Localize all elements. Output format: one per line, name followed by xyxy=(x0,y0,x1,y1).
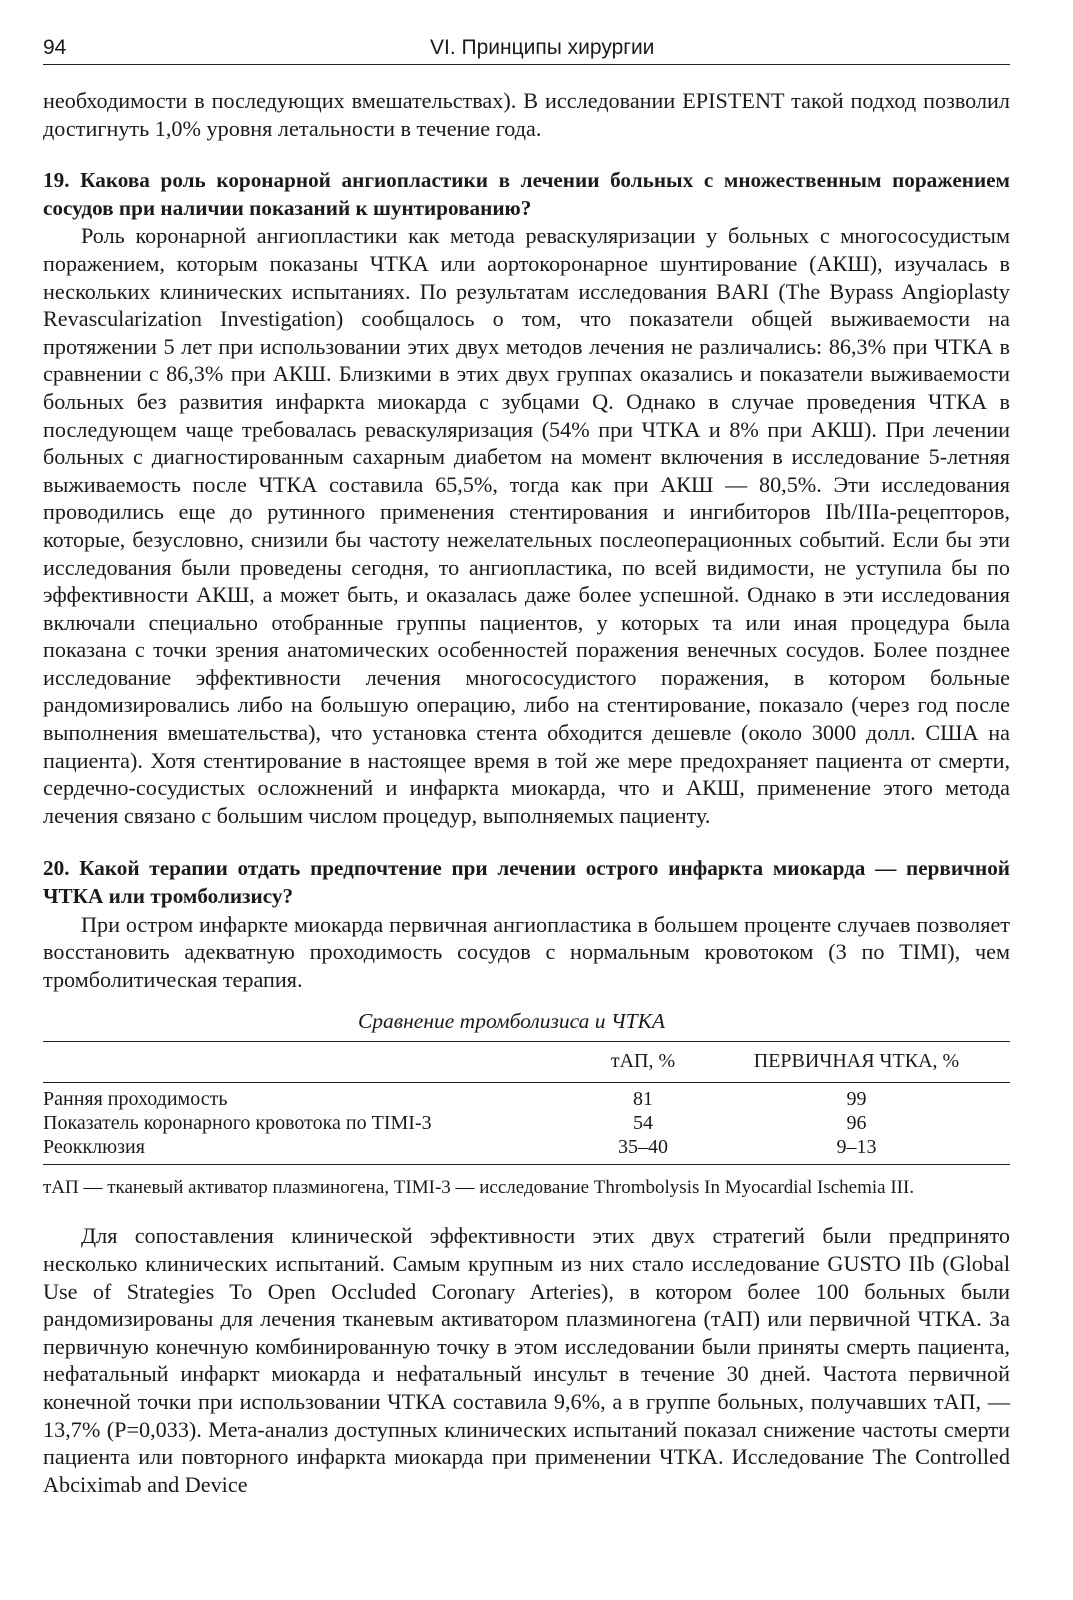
answer-20: При остром инфаркте миокарда первичная ангиопластика в большем проценте случаев позволяет восстановить адекватную проходимость сосудов с нормальным кровотоком (3 по TIMI), чем тромболитическая терапия. xyxy=(43,911,1010,992)
running-head xyxy=(43,30,1010,65)
table-caption: Сравнение тромболизиса и ЧТКА xyxy=(357,1009,666,1034)
table-header-tap: тАП, % xyxy=(583,1042,703,1083)
comparison-table xyxy=(43,1041,1010,1165)
question-19: 19. Какова роль коронарной ангиопластики в лечении больных с множественным поражением сосудов при наличии показаний к шунтированию? xyxy=(43,168,1010,220)
paragraph-continuation: необходимости в последующих вмешательствах). В исследовании EPISTENT такой подход позволил достигнуть 1,0% уровня летальности в течение года. xyxy=(43,88,1010,141)
table-footnote: тАП — тканевый активатор плазминогена, TIMI-3 — исследование Thrombolysis In Myocardial Ischemia III. xyxy=(43,1177,915,1199)
page xyxy=(43,30,1010,1498)
table-header-empty xyxy=(43,1042,583,1083)
answer-19: Роль коронарной ангиопластики как метода реваскуляризации у больных с многососудистым поражением, которым показаны ЧТКА или аортокоронарное шунтирование (АКШ), изучалась в нескольких клинических испытаниях. По результатам исследования BARI (The Bypass Angioplasty Revascularization Investigation) сообщалось о том, что показатели общей выживаемости на протяжении 5 лет при использовании этих двух методов лечения не различались: 86,3% при ЧТКА в сравнении с 86,3% при АКШ. Близкими в этих двух группах оказались и показатели выживаемости больных без развития инфаркта миокарда с зубцами Q. Однако в случае проведения ЧТКА в последующем чаще требовалась реваскуляризация (54% при ЧТКА и 8% при АКШ). При лечении больных с диагностированным сахарным диабетом на момент включения в исследование 5-летняя выживаемость после ЧТКА составила 65,5%, тогда как при АКШ — 80,5%. Эти исследования проводились еще до рутинного применения стентирования и ингибиторов IIb/IIIa-рецепторов, которые, безусловно, снизили бы частоту нежелательных послеоперационных событий. Если бы эти исследования были проведены сегодня, то ангиопластика, по всей видимости, не уступила бы по эффективности АКШ, а может быть, и оказалась даже более успешной. Однако в эти исследования включали специально отобранные группы пациентов, у которых та или иная процедура была показана с точки зрения анатомических особенностей поражения венечных сосудов. Более позднее исследование эффективности лечения многососудистого поражения, в котором больные рандомизировались либо на большую операцию, либо на стентирование, показало (через год после выполнения вмешательства), что установка стента обходится дешевле (около 3000 долл. США на пациента). Хотя стентирование в настоящее время в той же мере предохраняет пациента от смерти, сердечно-сосудистых осложнений и инфаркта миокарда, что и АКШ, применение этого метода лечения связано с большим числом процедур, выполняемых пациенту. xyxy=(43,223,1010,828)
paragraph-gusto: Для сопоставления клинической эффективности этих двух стратегий были предпринято несколько клинических испытаний. Самым крупным из них стало исследование GUSTO IIb (Global Use of Strategies To Open Occluded Coronary Arteries), в котором более 100 больных были рандомизированы для лечения тканевым активатором плазминогена (тАП) или первичной ЧТКА. За первичную конечную комбинированную точку в этом исследовании были приняты смерть пациента, нефатальный инфаркт миокарда и нефатальный инсульт в течение 30 дней. Частота первичной конечной точки при использовании ЧТКА составила 9,6%, а в группе больных, получавших тАП, — 13,7% (P=0,033). Мета-анализ доступных клинических испытаний показал снижение частоты смерти пациента или повторного инфаркта миокарда при применении ЧТКА. Исследование The Controlled Abciximab and Device xyxy=(43,1223,1010,1497)
table-header-row xyxy=(43,1042,1010,1083)
table-cell-label: Показатель коронарного кровотока по TIMI-3 xyxy=(43,1112,432,1135)
table-header-ptca: ПЕРВИЧНАЯ ЧТКА, % xyxy=(703,1042,1010,1083)
section-title: VI. Принципы хирургии xyxy=(430,36,655,59)
table-cell-tap: 81 xyxy=(633,1088,653,1111)
table-cell-tap: 35–40 xyxy=(583,1135,703,1165)
table-row xyxy=(43,1135,1010,1165)
table-row xyxy=(43,1083,1010,1112)
table-row xyxy=(43,1111,1010,1135)
table-cell-label: Ранняя проходимость xyxy=(43,1088,228,1111)
question-20: 20. Какой терапии отдать предпочтение при лечении острого инфаркта миокарда — первичной ЧТКА или тромболизису? xyxy=(43,856,1010,909)
table-cell-ptca: 99 xyxy=(846,1088,867,1111)
table-cell-label: Реокклюзия xyxy=(43,1135,583,1165)
page-number: 94 xyxy=(43,36,67,59)
comparison-table-block xyxy=(43,1007,1010,1199)
table-cell-ptca: 9–13 xyxy=(703,1135,1010,1165)
table-cell-tap: 54 xyxy=(633,1112,653,1135)
table-cell-ptca: 96 xyxy=(846,1112,867,1135)
